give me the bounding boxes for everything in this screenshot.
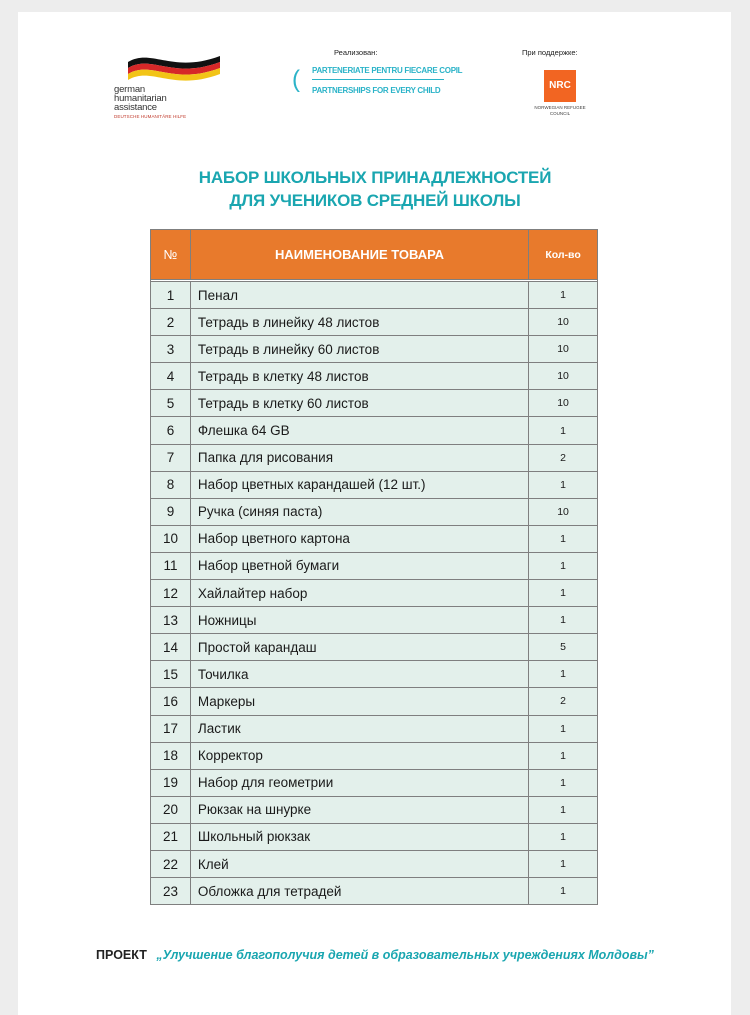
row-number: 23 bbox=[151, 878, 191, 905]
column-header-item-name: НАИМЕНОВАНИЕ ТОВАРА bbox=[190, 230, 528, 280]
project-name: „Улучшение благополучия детей в образовательных учреждениях Молдовы” bbox=[156, 948, 654, 962]
row-quantity: 1 bbox=[529, 742, 598, 769]
row-item-name: Набор цветной бумаги bbox=[190, 552, 528, 579]
row-number: 2 bbox=[151, 309, 191, 336]
row-quantity: 1 bbox=[529, 769, 598, 796]
german-logo-line2: humanitarian bbox=[114, 93, 167, 104]
row-number: 13 bbox=[151, 607, 191, 634]
table-row bbox=[151, 661, 598, 688]
row-item-name: Ластик bbox=[190, 715, 528, 742]
partnerships-divider bbox=[312, 79, 444, 80]
row-item-name: Обложка для тетрадей bbox=[190, 878, 528, 905]
table-row bbox=[151, 444, 598, 471]
row-number: 16 bbox=[151, 688, 191, 715]
row-item-name: Флешка 64 GB bbox=[190, 417, 528, 444]
row-quantity: 1 bbox=[529, 552, 598, 579]
row-number: 6 bbox=[151, 417, 191, 444]
partnerships-name-en: PARTNERSHIPS FOR EVERY CHILD bbox=[312, 86, 441, 95]
page-title-line2: ДЛЯ УЧЕНИКОВ СРЕДНЕЙ ШКОЛЫ bbox=[229, 191, 521, 210]
page-title-line1: НАБОР ШКОЛЬНЫХ ПРИНАДЛЕЖНОСТЕЙ bbox=[198, 168, 552, 187]
row-quantity: 10 bbox=[529, 363, 598, 390]
table-row bbox=[151, 282, 598, 309]
row-item-name: Тетрадь в линейку 48 листов bbox=[190, 309, 528, 336]
german-humanitarian-logo bbox=[112, 50, 222, 130]
row-item-name: Тетрадь в клетку 48 листов bbox=[190, 363, 528, 390]
row-quantity: 1 bbox=[529, 850, 598, 877]
row-quantity: 10 bbox=[529, 336, 598, 363]
row-number: 15 bbox=[151, 661, 191, 688]
table-row bbox=[151, 769, 598, 796]
row-quantity: 1 bbox=[529, 878, 598, 905]
row-number: 17 bbox=[151, 715, 191, 742]
row-item-name: Корректор bbox=[190, 742, 528, 769]
table-row bbox=[151, 796, 598, 823]
row-item-name: Папка для рисования bbox=[190, 444, 528, 471]
row-number: 4 bbox=[151, 363, 191, 390]
row-item-name: Тетрадь в линейку 60 листов bbox=[190, 336, 528, 363]
nrc-mark-icon: NRC bbox=[544, 70, 576, 102]
german-logo-line1: german bbox=[114, 84, 146, 95]
row-item-name: Пенал bbox=[190, 282, 528, 309]
table-header-row bbox=[151, 230, 598, 280]
row-quantity: 2 bbox=[529, 444, 598, 471]
row-quantity: 1 bbox=[529, 796, 598, 823]
row-quantity: 1 bbox=[529, 525, 598, 552]
partnerships-name-ro: PARTENERIATE PENTRU FIECARE COPIL bbox=[312, 66, 463, 75]
row-item-name: Школьный рюкзак bbox=[190, 823, 528, 850]
table-row bbox=[151, 552, 598, 579]
column-header-number: № bbox=[151, 230, 191, 280]
row-quantity: 1 bbox=[529, 607, 598, 634]
table-row bbox=[151, 309, 598, 336]
supported-by-caption: При поддержке: bbox=[522, 48, 578, 57]
row-quantity: 10 bbox=[529, 309, 598, 336]
table-row bbox=[151, 715, 598, 742]
partnerships-logo bbox=[290, 48, 463, 120]
row-item-name: Простой карандаш bbox=[190, 634, 528, 661]
row-number: 20 bbox=[151, 796, 191, 823]
row-quantity: 1 bbox=[529, 580, 598, 607]
row-number: 21 bbox=[151, 823, 191, 850]
german-logo-text bbox=[114, 85, 167, 112]
row-number: 1 bbox=[151, 282, 191, 309]
row-quantity: 2 bbox=[529, 688, 598, 715]
row-item-name: Маркеры bbox=[190, 688, 528, 715]
table-row bbox=[151, 823, 598, 850]
row-number: 7 bbox=[151, 444, 191, 471]
project-label: ПРОЕКТ bbox=[96, 948, 147, 962]
row-number: 5 bbox=[151, 390, 191, 417]
row-quantity: 10 bbox=[529, 390, 598, 417]
table-row bbox=[151, 850, 598, 877]
row-quantity: 10 bbox=[529, 498, 598, 525]
table-row bbox=[151, 634, 598, 661]
table-row bbox=[151, 580, 598, 607]
row-number: 8 bbox=[151, 471, 191, 498]
row-number: 11 bbox=[151, 552, 191, 579]
table-row bbox=[151, 498, 598, 525]
row-item-name: Набор цветного картона bbox=[190, 525, 528, 552]
table-row bbox=[151, 336, 598, 363]
supplies-table bbox=[150, 229, 598, 905]
row-item-name: Клей bbox=[190, 850, 528, 877]
row-number: 9 bbox=[151, 498, 191, 525]
row-item-name: Рюкзак на шнурке bbox=[190, 796, 528, 823]
row-quantity: 5 bbox=[529, 634, 598, 661]
row-quantity: 1 bbox=[529, 471, 598, 498]
table-row bbox=[151, 363, 598, 390]
column-header-quantity: Кол-во bbox=[529, 230, 598, 280]
table-row bbox=[151, 471, 598, 498]
implemented-by-caption: Реализован: bbox=[334, 48, 378, 57]
row-number: 22 bbox=[151, 850, 191, 877]
table-row bbox=[151, 390, 598, 417]
row-number: 3 bbox=[151, 336, 191, 363]
german-logo-line3: assistance bbox=[114, 102, 157, 113]
row-number: 14 bbox=[151, 634, 191, 661]
row-item-name: Точилка bbox=[190, 661, 528, 688]
project-footer bbox=[0, 948, 750, 962]
table-row bbox=[151, 742, 598, 769]
nrc-full-name: NORWEGIAN REFUGEE COUNCIL bbox=[534, 105, 586, 116]
row-item-name: Ручка (синяя паста) bbox=[190, 498, 528, 525]
row-item-name: Хайлайтер набор bbox=[190, 580, 528, 607]
nrc-logo bbox=[522, 48, 602, 128]
row-item-name: Набор цветных карандашей (12 шт.) bbox=[190, 471, 528, 498]
row-quantity: 1 bbox=[529, 823, 598, 850]
row-quantity: 1 bbox=[529, 661, 598, 688]
german-logo-subtitle: DEUTSCHE HUMANITÄRE HILFE bbox=[114, 114, 187, 119]
row-number: 19 bbox=[151, 769, 191, 796]
row-number: 12 bbox=[151, 580, 191, 607]
row-number: 10 bbox=[151, 525, 191, 552]
table-row bbox=[151, 878, 598, 905]
german-flag-swoosh-icon bbox=[112, 50, 222, 86]
row-quantity: 1 bbox=[529, 282, 598, 309]
table-row bbox=[151, 417, 598, 444]
row-quantity: 1 bbox=[529, 417, 598, 444]
row-item-name: Набор для геометрии bbox=[190, 769, 528, 796]
row-item-name: Ножницы bbox=[190, 607, 528, 634]
table-row bbox=[151, 525, 598, 552]
row-item-name: Тетрадь в клетку 60 листов bbox=[190, 390, 528, 417]
table-row bbox=[151, 607, 598, 634]
table-row bbox=[151, 688, 598, 715]
row-quantity: 1 bbox=[529, 715, 598, 742]
table-body bbox=[151, 280, 598, 905]
row-number: 18 bbox=[151, 742, 191, 769]
partnerships-mark-icon: ( bbox=[292, 66, 300, 93]
